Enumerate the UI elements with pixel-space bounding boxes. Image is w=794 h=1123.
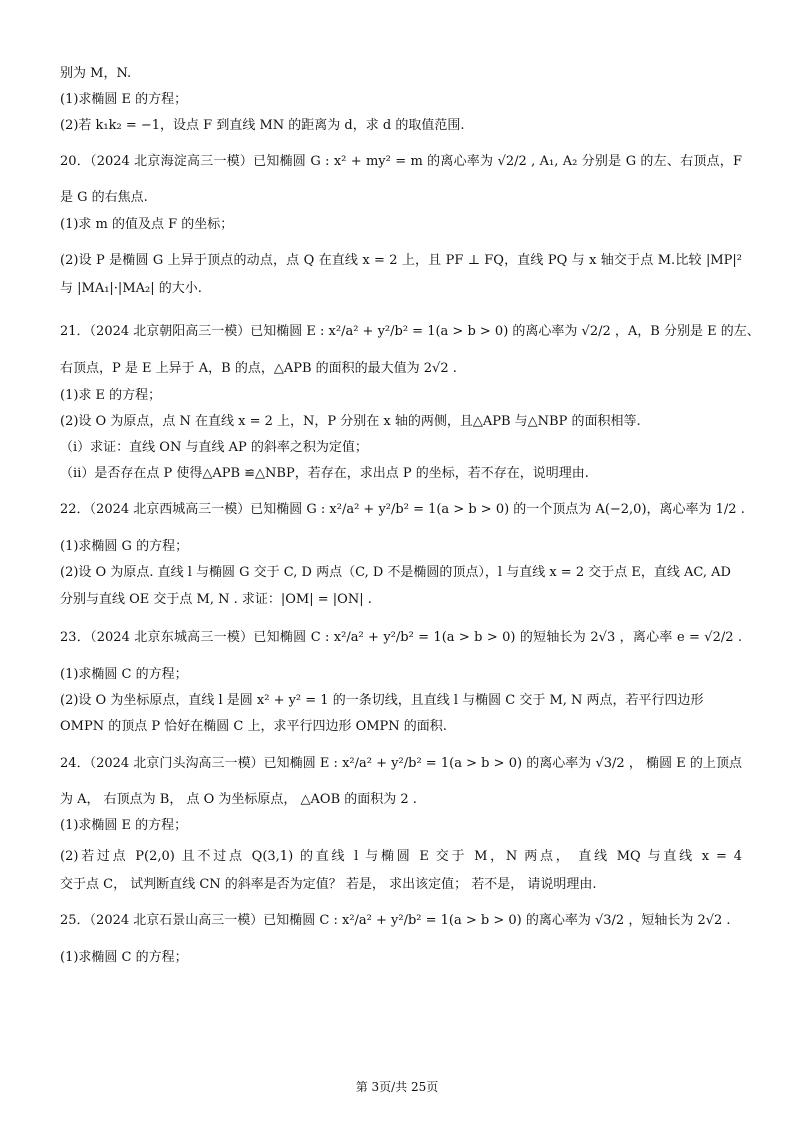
text-line: 与 |MA₁|·|MA₂| 的大小. xyxy=(60,281,202,296)
text-line: (1)求椭圆 E 的方程； xyxy=(60,92,188,107)
text-line: OMPN 的顶点 P 恰好在椭圆 C 上，求平行四边形 OMPN 的面积. xyxy=(60,719,447,734)
text-line: 24．（2024 北京门头沟高三一模）已知椭圆 E : x²/a² + y²/b² = 1(a > b > 0) 的离心率为 √3/2 ， 椭圆 E 的上顶点 xyxy=(60,756,742,771)
text-line: (1)求椭圆 G 的方程； xyxy=(60,539,189,554)
text-line: (2)若 k₁k₂ = −1，设点 F 到直线 MN 的距离为 d，求 d 的取值范围. xyxy=(60,118,465,133)
text-line: 是 G 的右焦点. xyxy=(60,190,148,205)
text-line: 分别与直线 OE 交于点 M, N . 求证：|OM| = |ON| . xyxy=(60,592,372,607)
text-line: 别为 M，N. xyxy=(60,66,132,81)
text-line: (1)求 E 的方程； xyxy=(60,388,162,403)
text-line: 为 A， 右顶点为 B， 点 O 为坐标原点， △AOB 的面积为 2 . xyxy=(60,792,417,807)
text-line: (1)求椭圆 E 的方程； xyxy=(60,818,188,833)
text-line: 22．（2024 北京西城高三一模）已知椭圆 G : x²/a² + y²/b² = 1(a > b > 0) 的一个顶点为 A(−2,0)，离心率为 1/2 . xyxy=(60,502,745,517)
text-line: (1)求 m 的值及点 F 的坐标； xyxy=(60,217,234,232)
text-line: 交于点 C， 试判断直线 CN 的斜率是否为定值？ 若是， 求出该定值； 若不是， 请说明理由. xyxy=(60,877,597,892)
text-line: 20．（2024 北京海淀高三一模）已知椭圆 G : x² + my² = m 的离心率为 √2/2 , A₁, A₂ 分别是 G 的左、右顶点，F xyxy=(60,154,742,169)
text-line: 25．（2024 北京石景山高三一模）已知椭圆 C : x²/a² + y²/b² = 1(a > b > 0) 的离心率为 √3/2 ，短轴长为 2√2 . xyxy=(60,913,731,928)
text-line: (2)设 O 为原点. 直线 l 与椭圆 G 交于 C, D 两点（C, D 不是椭圆的顶点），l 与直线 x = 2 交于点 E，直线 AC, AD xyxy=(60,565,731,580)
text-line: （ii）是否存在点 P 使得△APB ≌△NBP，若存在，求出点 P 的坐标，若不存在，说明理由. xyxy=(60,466,589,481)
page-footer: 第 3页/共 25页 xyxy=(355,1080,439,1094)
text-line: (2)若过点 P(2,0) 且不过点 Q(3,1) 的直线 l 与椭圆 E 交于 M，N 两点， 直线 MQ 与直线 x = 4 xyxy=(60,849,742,864)
text-line: 右顶点，P 是 E 上异于 A，B 的点，△APB 的面积的最大值为 2√2 . xyxy=(60,361,457,376)
text-line: （i）求证：直线 ON 与直线 AP 的斜率之积为定值； xyxy=(60,440,368,455)
text-line: 21．（2024 北京朝阳高三一模）已知椭圆 E : x²/a² + y²/b² = 1(a > b > 0) 的离心率为 √2/2 ，A，B 分别是 E 的左、 xyxy=(60,324,760,339)
text-line: (2)设 P 是椭圆 G 上异于顶点的动点，点 Q 在直线 x = 2 上，且 PF ⊥ FQ，直线 PQ 与 x 轴交于点 M.比较 |MP|² xyxy=(60,253,742,268)
text-line: (2)设 O 为原点，点 N 在直线 x = 2 上，N，P 分别在 x 轴的两侧，且△APB 与△NBP 的面积相等. xyxy=(60,414,641,429)
text-line: (1)求椭圆 C 的方程； xyxy=(60,950,188,965)
text-line: 23．（2024 北京东城高三一模）已知椭圆 C : x²/a² + y²/b² = 1(a > b > 0) 的短轴长为 2√3 ，离心率 e = √2/2 . xyxy=(60,630,742,645)
text-line: (1)求椭圆 C 的方程； xyxy=(60,667,188,682)
text-line: (2)设 O 为坐标原点，直线 l 是圆 x² + y² = 1 的一条切线，且直线 l 与椭圆 C 交于 M, N 两点，若平行四边形 xyxy=(60,693,704,708)
